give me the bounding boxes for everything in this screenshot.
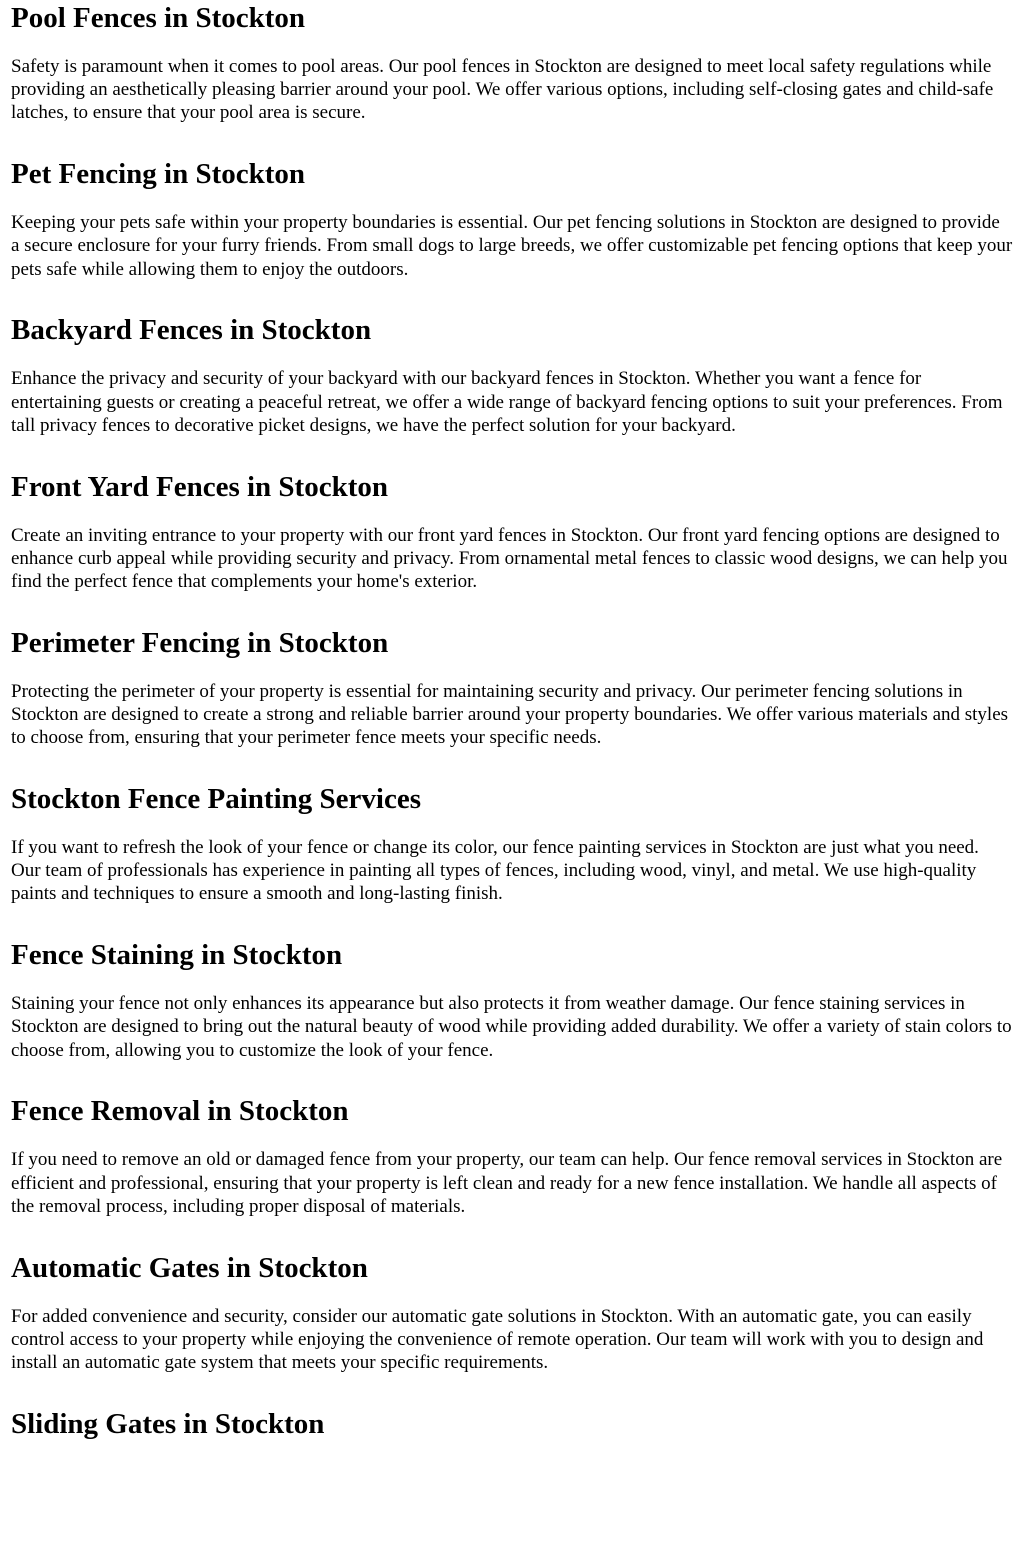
section-heading: Fence Staining in Stockton (11, 939, 343, 972)
section-paragraph: Keeping your pets safe within your property boundaries is essential. Our pet fencing solutions in Stockton are designed to provide a secure enclosure for your furry friends. From small dogs to large breeds, we offer customizable pet fencing options that keep your pets safe while allowing them to enjoy the outdoors. (11, 212, 1013, 280)
section-heading: Fence Removal in Stockton (11, 1095, 349, 1128)
section-paragraph: Create an inviting entrance to your property with our front yard fences in Stockton. Our front yard fencing options are designed to enhance curb appeal while providing security and privacy. From ornamental metal fences to classic wood designs, we can help you find the perfect fence that complements your home's exterior. (11, 524, 1008, 592)
section-heading: Perimeter Fencing in Stockton (11, 626, 389, 659)
section-automatic-gates (11, 1250, 1013, 1406)
section-backyard-fences (11, 312, 1013, 468)
section-paragraph: If you want to refresh the look of your fence or change its color, our fence painting services in Stockton are just what you need. Our team of professionals has experience in painting all types of fences, including wood, vinyl, and metal. We use high-quality paints and techniques to ensure a smooth and long-lasting finish. (11, 836, 979, 905)
section-pet-fencing (11, 156, 1013, 312)
section-perimeter-fencing (11, 625, 1013, 781)
section-front-yard-fences (11, 469, 1013, 625)
section-heading: Sliding Gates in Stockton (11, 1407, 325, 1440)
section-heading: Stockton Fence Painting Services (11, 782, 421, 815)
section-paragraph: For added convenience and security, consider our automatic gate solutions in Stockton. With an automatic gate, you can easily control access to your property while enjoying the convenience of remote operation. Our team will work with you to design and install an automatic gate system that meets your specific requirements. (11, 1305, 984, 1373)
section-heading: Pool Fences in Stockton (11, 2, 306, 34)
section-heading: Front Yard Fences in Stockton (11, 470, 388, 503)
section-paragraph: If you need to remove an old or damaged fence from your property, our team can help. Our fence removal services in Stockton are efficient and professional, ensuring that your property is left clean and ready for a new fence installation. We handle all aspects of the removal process, including proper disposal of materials. (11, 1149, 1003, 1217)
section-fence-removal (11, 1093, 1013, 1249)
section-paragraph: Safety is paramount when it comes to pool areas. Our pool fences in Stockton are designed to meet local safety regulations while providing an aesthetically pleasing barrier around your pool. We offer various options, including self-closing gates and child-safe latches, to ensure that your pool area is secure. (11, 56, 994, 124)
section-paragraph: Protecting the perimeter of your property is essential for maintaining security and privacy. Our perimeter fencing solutions in Stockton are designed to create a strong and reliable barrier around your property boundaries. We offer various materials and styles to choose from, ensuring that your perimeter fence meets your specific needs. (11, 680, 1009, 749)
section-sliding-gates (11, 1406, 1013, 1562)
section-paragraph: Staining your fence not only enhances its appearance but also protects it from weather damage. Our fence staining services in Stockton are designed to bring out the natural beauty of wood while providing added durability. We offer a variety of stain colors to choose from, allowing you to customize the look of your fence. (11, 993, 1012, 1061)
section-fence-painting (11, 781, 1013, 937)
section-fence-staining (11, 937, 1013, 1093)
section-pool-fences (11, 0, 1013, 156)
section-paragraph: Enhance the privacy and security of your backyard with our backyard fences in Stockton. Whether you want a fence for entertaining guests or creating a peaceful retreat, we offer a wide range of backyard fencing options to suit your preferences. From tall privacy fences to decorative picket designs, we have the perfect solution for your backyard. (11, 368, 1003, 436)
section-heading: Pet Fencing in Stockton (11, 158, 306, 191)
section-heading: Backyard Fences in Stockton (11, 314, 372, 347)
section-heading: Automatic Gates in Stockton (11, 1251, 368, 1284)
